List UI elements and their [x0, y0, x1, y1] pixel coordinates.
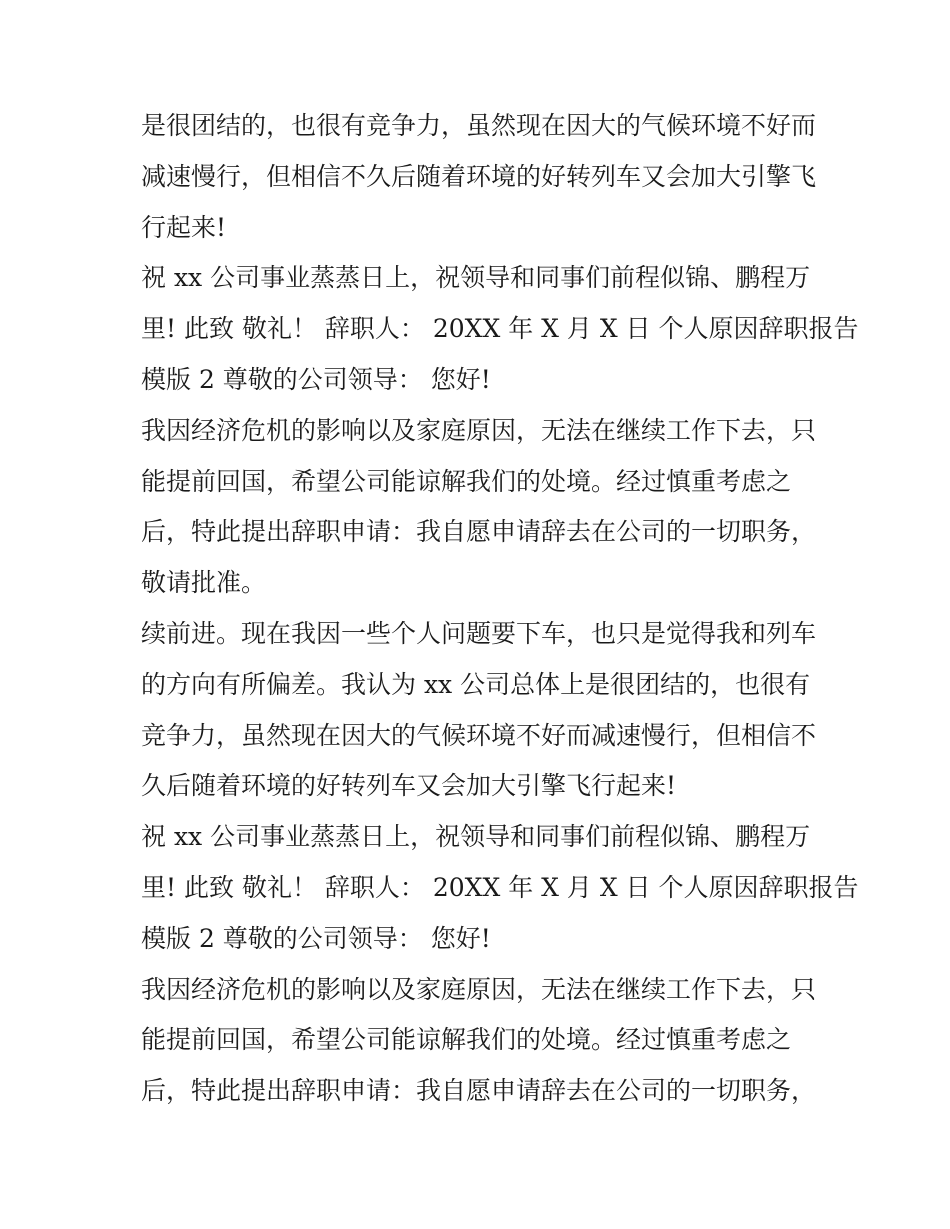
text-line: 敬请批准。: [141, 568, 267, 598]
text-line: 我因经济危机的影响以及家庭原因，无法在继续工作下去，只: [141, 415, 817, 445]
text-line: 是很团结的，也很有竞争力，虽然现在因大的气候环境不好而: [141, 111, 817, 140]
text-line: 后，特此提出辞职申请：我自愿申请辞去在公司的一切职务，: [141, 517, 817, 547]
text-line: 能提前回国，希望公司能谅解我们的处境。经过慎重考虑之: [141, 466, 792, 496]
text-line: 的方向有所偏差。我认为 xx 公司总体上是很团结的，也很有: [141, 669, 811, 699]
text-line: 里! 此致 敬礼！ 辞职人： 20XX 年 X 月 X 日 个人原因辞职报告: [141, 314, 859, 344]
text-line: 行起来!: [141, 212, 227, 242]
text-line: 续前进。现在我因一些个人问题要下车，也只是觉得我和列车: [141, 618, 817, 648]
text-line: 模版 2 尊敬的公司领导： 您好!: [141, 923, 491, 953]
text-line: 竞争力，虽然现在因大的气候环境不好而减速慢行，但相信不: [141, 720, 817, 750]
text-line: 里! 此致 敬礼！ 辞职人： 20XX 年 X 月 X 日 个人原因辞职报告: [141, 872, 859, 902]
text-line: 久后随着环境的好转列车又会加大引擎飞行起来!: [141, 771, 677, 801]
text-line: 我因经济危机的影响以及家庭原因，无法在继续工作下去，只: [141, 974, 817, 1004]
text-line: 减速慢行，但相信不久后随着环境的好转列车又会加大引擎飞: [141, 161, 817, 191]
text-line: 后，特此提出辞职申请：我自愿申请辞去在公司的一切职务，: [141, 1076, 817, 1106]
text-line: 能提前回国，希望公司能谅解我们的处境。经过慎重考虑之: [141, 1025, 792, 1055]
text-line: 祝 xx 公司事业蒸蒸日上，祝领导和同事们前程似锦、鹏程万: [141, 263, 811, 293]
text-line: 祝 xx 公司事业蒸蒸日上，祝领导和同事们前程似锦、鹏程万: [141, 822, 811, 852]
text-line: 模版 2 尊敬的公司领导： 您好!: [141, 364, 491, 394]
document-body: [141, 101, 859, 1117]
